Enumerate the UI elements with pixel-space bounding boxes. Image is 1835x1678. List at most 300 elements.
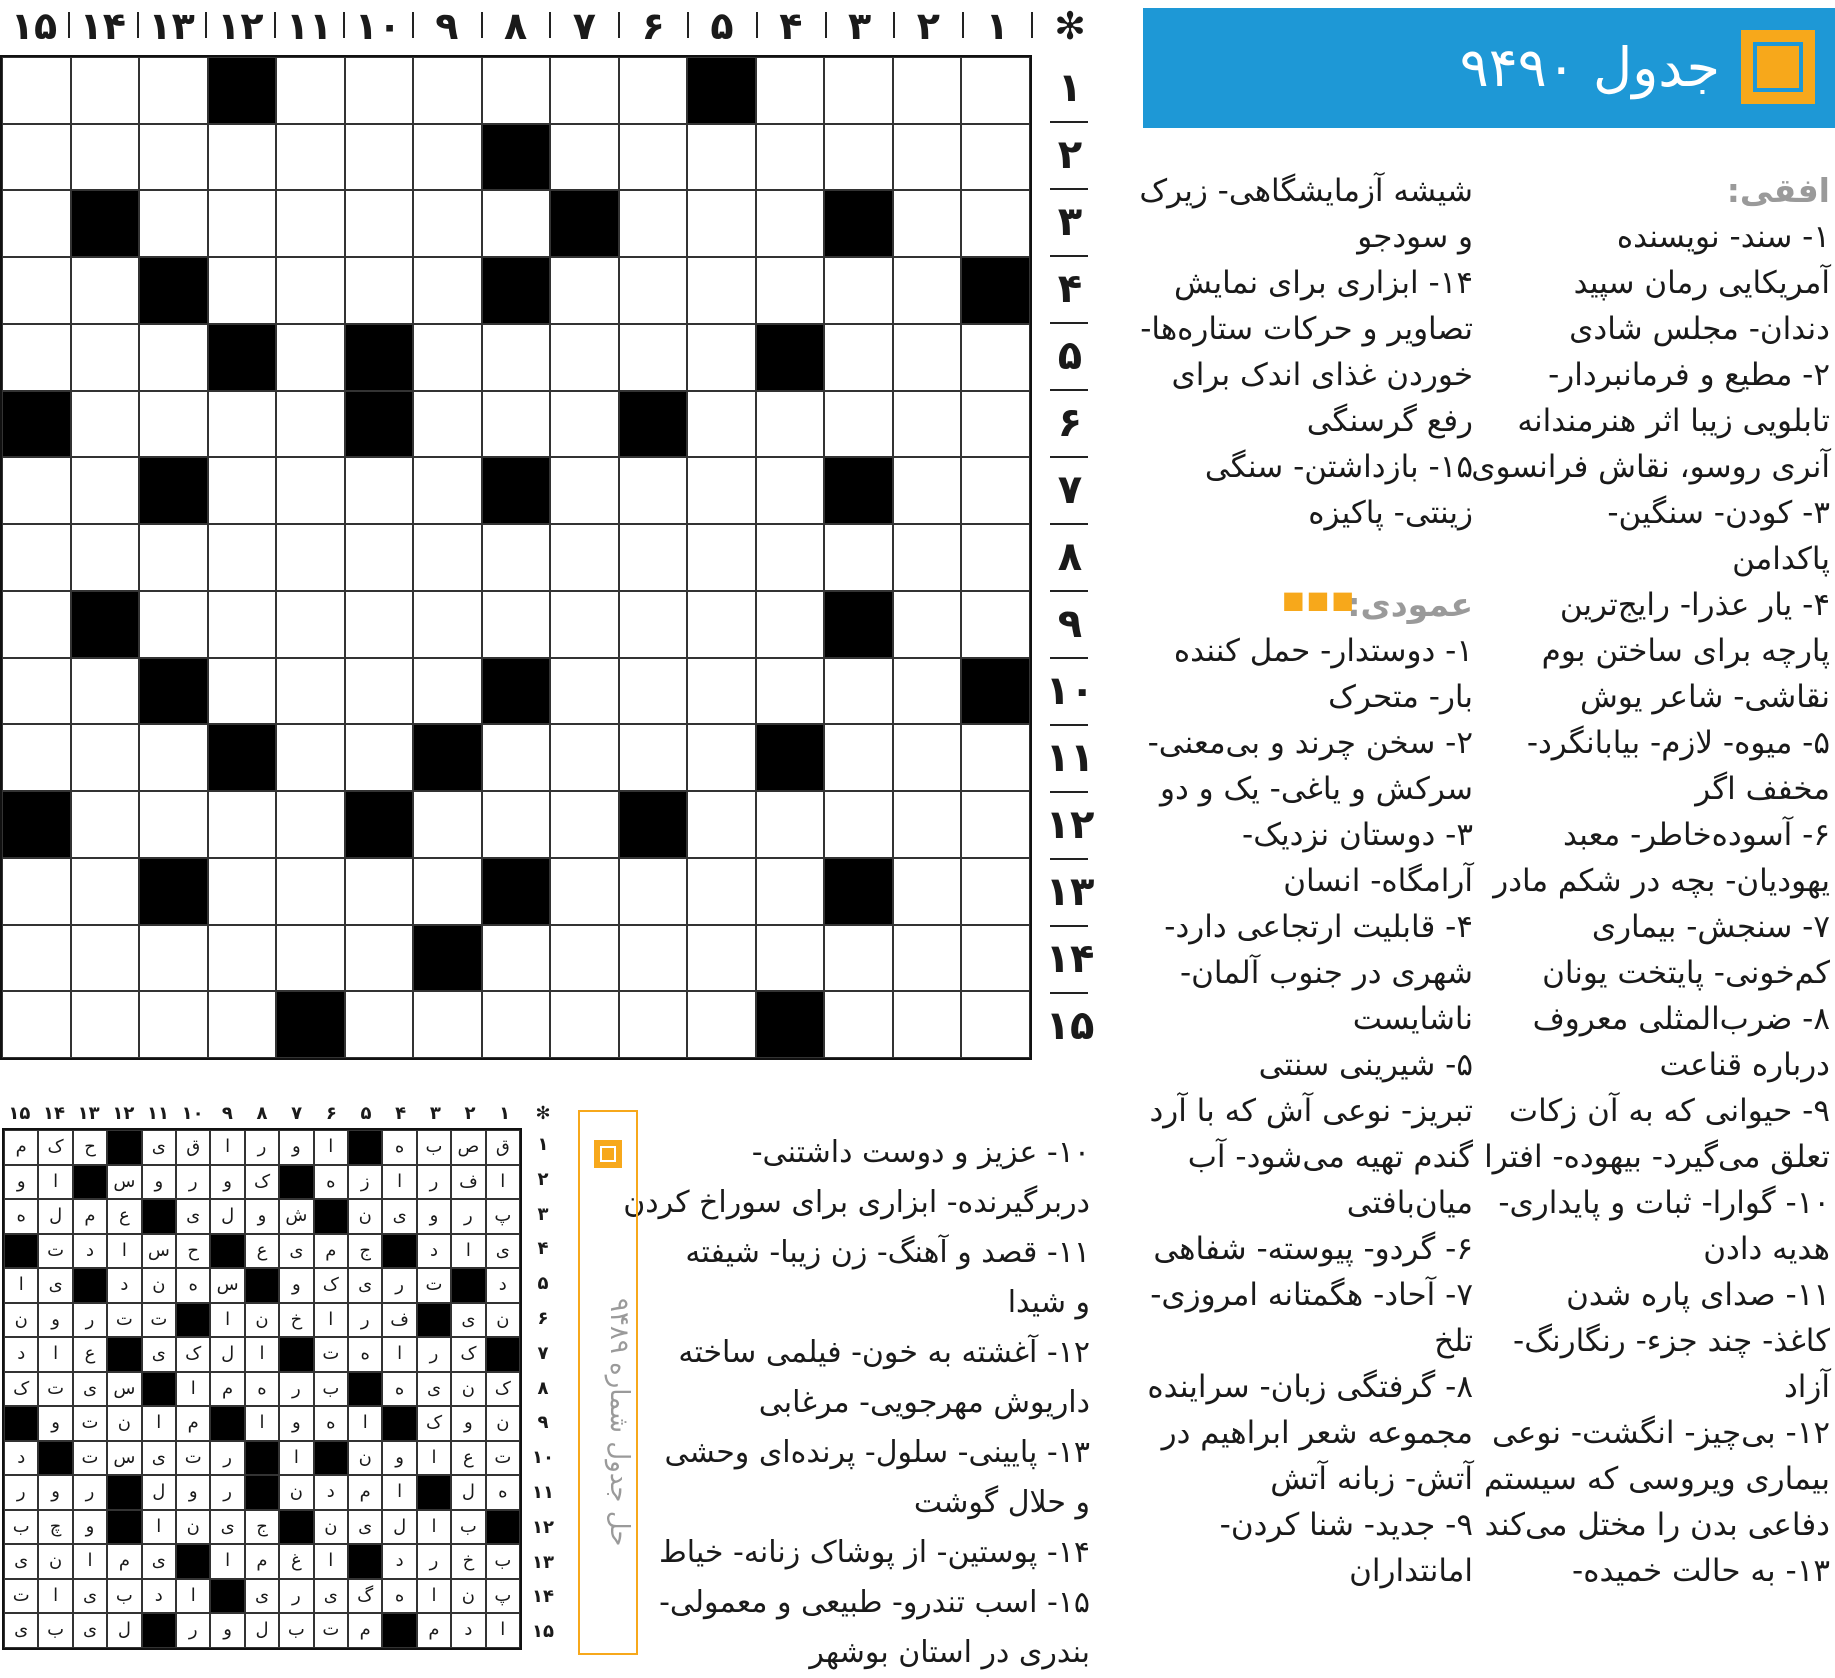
solution-cell: م	[348, 1475, 382, 1510]
solution-cell: ا	[245, 1337, 279, 1372]
row-separator	[1050, 925, 1088, 927]
grid-cell[interactable]	[276, 324, 345, 391]
grid-cell[interactable]	[482, 190, 551, 257]
middle-clues	[1139, 168, 1473, 1594]
solution-cell: ن	[348, 1441, 382, 1476]
column-label: ۱۲	[217, 4, 264, 48]
grid-cell[interactable]	[276, 57, 345, 124]
solution-cell: ن	[486, 1303, 520, 1338]
solution-cell: ر	[417, 1544, 451, 1579]
solution-cell: ا	[4, 1268, 38, 1303]
grid-cell[interactable]	[824, 324, 893, 391]
grid-cell[interactable]	[824, 524, 893, 591]
solution-black-cell	[382, 1613, 416, 1648]
grid-cell[interactable]	[208, 858, 277, 925]
grid-cell[interactable]	[413, 257, 482, 324]
grid-cell[interactable]	[413, 391, 482, 458]
grid-cell[interactable]	[345, 190, 414, 257]
grid-cell[interactable]	[619, 124, 688, 191]
grid-cell[interactable]	[687, 190, 756, 257]
grid-cell[interactable]	[619, 257, 688, 324]
solution-cell: غ	[279, 1544, 313, 1579]
grid-cell[interactable]	[550, 658, 619, 725]
solution-black-cell	[417, 1475, 451, 1510]
across-clue-line: دندان- مجلس شادی	[1569, 311, 1830, 347]
column-label: ۲	[916, 4, 940, 48]
grid-cell[interactable]	[345, 591, 414, 658]
grid-cell[interactable]	[961, 124, 1030, 191]
grid-cell[interactable]	[413, 591, 482, 658]
solution-cell: ا	[210, 1130, 244, 1165]
grid-cell[interactable]	[550, 457, 619, 524]
grid-cell[interactable]	[893, 724, 962, 791]
grid-cell[interactable]	[139, 791, 208, 858]
grid-cell[interactable]	[756, 57, 825, 124]
grid-cell[interactable]	[756, 791, 825, 858]
grid-cell[interactable]	[756, 524, 825, 591]
grid-cell[interactable]	[2, 858, 71, 925]
grid-cell[interactable]	[276, 858, 345, 925]
puzzle-title: جدول ۹۴۹۰	[1459, 36, 1720, 99]
row-separator	[1050, 657, 1088, 659]
grid-cell[interactable]	[276, 257, 345, 324]
grid-cell[interactable]	[824, 658, 893, 725]
grid-cell[interactable]	[961, 591, 1030, 658]
grid-cell[interactable]	[619, 190, 688, 257]
grid-cell[interactable]	[482, 324, 551, 391]
solution-cell: ی	[142, 1130, 176, 1165]
column-label: ۱۵	[10, 4, 58, 48]
row-label: ۱۵	[1045, 1003, 1095, 1049]
grid-cell[interactable]	[208, 257, 277, 324]
grid-cell[interactable]	[619, 724, 688, 791]
grid-cell[interactable]	[687, 925, 756, 992]
solution-cell: ح	[73, 1130, 107, 1165]
grid-cell[interactable]	[756, 858, 825, 925]
grid-cell[interactable]	[2, 524, 71, 591]
column-label: ۱۰	[354, 4, 402, 48]
solution-cell: ت	[4, 1579, 38, 1614]
solution-cell: ت	[314, 1337, 348, 1372]
grid-cell[interactable]	[619, 57, 688, 124]
solution-cell: و	[417, 1199, 451, 1234]
grid-cell[interactable]	[756, 658, 825, 725]
row-label: ۸	[1057, 534, 1083, 580]
grid-cell[interactable]	[345, 124, 414, 191]
grid-cell[interactable]	[208, 457, 277, 524]
grid-cell[interactable]	[2, 257, 71, 324]
row-label: ۲	[1057, 132, 1083, 178]
grid-cell[interactable]	[756, 457, 825, 524]
solution-cell: و	[38, 1406, 72, 1441]
solution-cell: ا	[486, 1613, 520, 1648]
grid-cell[interactable]	[276, 124, 345, 191]
grid-cell[interactable]	[893, 457, 962, 524]
grid-cell[interactable]	[276, 658, 345, 725]
grid-cell[interactable]	[208, 524, 277, 591]
grid-cell[interactable]	[2, 124, 71, 191]
grid-cell[interactable]	[619, 858, 688, 925]
grid-cell[interactable]	[139, 724, 208, 791]
grid-cell[interactable]	[482, 991, 551, 1058]
grid-cell[interactable]	[482, 925, 551, 992]
grid-cell[interactable]	[413, 991, 482, 1058]
grid-cell[interactable]	[276, 724, 345, 791]
grid-cell[interactable]	[139, 324, 208, 391]
grid-cell[interactable]	[139, 991, 208, 1058]
grid-cell[interactable]	[687, 991, 756, 1058]
grid-cell[interactable]	[2, 57, 71, 124]
grid-cell[interactable]	[345, 257, 414, 324]
grid-cell[interactable]	[687, 658, 756, 725]
grid-cell[interactable]	[2, 190, 71, 257]
solution-black-cell	[382, 1406, 416, 1441]
grid-cell[interactable]	[276, 524, 345, 591]
solution-cell: ا	[314, 1303, 348, 1338]
grid-cell[interactable]	[482, 791, 551, 858]
grid-cell[interactable]	[756, 190, 825, 257]
solution-cell: ر	[279, 1579, 313, 1614]
solution-cell: ک	[417, 1406, 451, 1441]
across-clue-line: هدیه دادن	[1703, 1231, 1830, 1267]
grid-cell[interactable]	[71, 124, 140, 191]
solution-cell: ر	[210, 1441, 244, 1476]
solution-cell: و	[142, 1165, 176, 1200]
grid-cell[interactable]	[2, 724, 71, 791]
grid-cell[interactable]	[139, 190, 208, 257]
grid-cell[interactable]	[756, 591, 825, 658]
grid-cell[interactable]	[619, 925, 688, 992]
grid-cell[interactable]	[413, 791, 482, 858]
black-cell	[482, 124, 551, 191]
grid-cell[interactable]	[139, 391, 208, 458]
solution-cell: ک	[451, 1337, 485, 1372]
grid-cell[interactable]	[550, 124, 619, 191]
grid-cell[interactable]	[208, 190, 277, 257]
grid-cell[interactable]	[893, 591, 962, 658]
solution-black-cell	[4, 1234, 38, 1269]
solution-cell: ه	[382, 1130, 416, 1165]
solution-cell: ج	[245, 1510, 279, 1545]
grid-cell[interactable]	[824, 124, 893, 191]
grid-cell[interactable]	[687, 457, 756, 524]
grid-cell[interactable]	[208, 991, 277, 1058]
solution-cell: ی	[348, 1510, 382, 1545]
grid-cell[interactable]	[893, 57, 962, 124]
solution-cell: ل	[210, 1199, 244, 1234]
solution-black-cell	[73, 1268, 107, 1303]
solution-cell: د	[417, 1234, 451, 1269]
solution-cell: ت	[314, 1613, 348, 1648]
grid-cell[interactable]	[756, 124, 825, 191]
grid-cell[interactable]	[619, 524, 688, 591]
solution-cell: د	[4, 1337, 38, 1372]
black-cell	[619, 391, 688, 458]
grid-cell[interactable]	[208, 124, 277, 191]
solution-black-cell	[417, 1303, 451, 1338]
grid-cell[interactable]	[413, 324, 482, 391]
black-cell	[482, 457, 551, 524]
grid-cell[interactable]	[893, 324, 962, 391]
grid-cell[interactable]	[550, 591, 619, 658]
grid-cell[interactable]	[139, 591, 208, 658]
grid-cell[interactable]	[687, 391, 756, 458]
grid-cell[interactable]	[961, 57, 1030, 124]
across-clue-line: ۱۵- بازداشتن- سنگی	[1204, 449, 1473, 485]
solution-cell: ا	[314, 1130, 348, 1165]
solution-cell: ا	[73, 1544, 107, 1579]
solution-column-label: ۱۰	[181, 1103, 204, 1124]
grid-cell[interactable]	[687, 524, 756, 591]
grid-cell[interactable]	[961, 524, 1030, 591]
grid-cell[interactable]	[893, 858, 962, 925]
down-clue-line: ۵- شیرینی سنتی	[1258, 1047, 1473, 1083]
across-clue-line: کاغذ- چند جزء- رنگارنگ-	[1513, 1323, 1830, 1359]
column-separator	[1031, 12, 1033, 38]
grid-cell[interactable]	[961, 791, 1030, 858]
down-clue-line: شهری در جنوب آلمان-	[1179, 955, 1473, 991]
grid-cell[interactable]	[276, 391, 345, 458]
grid-cell[interactable]	[550, 324, 619, 391]
grid-cell[interactable]	[71, 858, 140, 925]
grid-cell[interactable]	[619, 991, 688, 1058]
grid-cell[interactable]	[2, 658, 71, 725]
grid-cell[interactable]	[550, 791, 619, 858]
grid-cell[interactable]	[71, 925, 140, 992]
black-cell	[71, 591, 140, 658]
grid-cell[interactable]	[2, 457, 71, 524]
grid-cell[interactable]	[619, 591, 688, 658]
grid-cell[interactable]	[208, 658, 277, 725]
grid-cell[interactable]	[71, 257, 140, 324]
grid-cell[interactable]	[550, 724, 619, 791]
grid-cell[interactable]	[2, 324, 71, 391]
solution-black-cell	[279, 1337, 313, 1372]
grid-cell[interactable]	[893, 791, 962, 858]
solution-cell: ا	[314, 1544, 348, 1579]
solution-cell: ر	[245, 1130, 279, 1165]
row-label: ۱۴	[1045, 936, 1095, 982]
across-clue-line: ۱۲- بی‌چیز- انگشت- نوعی	[1492, 1415, 1830, 1451]
grid-cell[interactable]	[687, 257, 756, 324]
grid-cell[interactable]	[961, 190, 1030, 257]
grid-cell[interactable]	[345, 658, 414, 725]
grid-cell[interactable]	[550, 925, 619, 992]
grid-cell[interactable]	[413, 658, 482, 725]
grid-cell[interactable]	[482, 57, 551, 124]
grid-cell[interactable]	[482, 524, 551, 591]
across-clue-line: تابلویی زیبا اثر هنرمندانه	[1517, 403, 1830, 439]
row-separator	[1050, 255, 1088, 257]
grid-cell[interactable]	[961, 991, 1030, 1058]
grid-cell[interactable]	[824, 257, 893, 324]
grid-cell[interactable]	[208, 925, 277, 992]
solution-column-label: ۵	[360, 1103, 372, 1124]
grid-cell[interactable]	[893, 658, 962, 725]
solution-cell: ر	[451, 1199, 485, 1234]
grid-cell[interactable]	[756, 925, 825, 992]
grid-cell[interactable]	[893, 124, 962, 191]
grid-cell[interactable]	[550, 391, 619, 458]
grid-cell[interactable]	[961, 925, 1030, 992]
grid-cell[interactable]	[550, 257, 619, 324]
grid-cell[interactable]	[961, 724, 1030, 791]
row-label: ۶	[1057, 400, 1083, 446]
grid-cell[interactable]	[139, 925, 208, 992]
grid-cell[interactable]	[276, 925, 345, 992]
down-clue-line: ۱۳- پایینی- سلول- پرنده‌ای وحشی	[664, 1435, 1090, 1470]
grid-cell[interactable]	[139, 57, 208, 124]
grid-cell[interactable]	[893, 257, 962, 324]
grid-cell[interactable]	[687, 724, 756, 791]
grid-cell[interactable]	[71, 791, 140, 858]
grid-cell[interactable]	[482, 591, 551, 658]
crossword-grid[interactable]	[0, 55, 1032, 1060]
grid-cell[interactable]	[71, 57, 140, 124]
solution-row-label: ۱۲	[532, 1516, 554, 1538]
grid-cell[interactable]	[276, 791, 345, 858]
grid-cell[interactable]	[824, 391, 893, 458]
solution-cell: ب	[107, 1579, 141, 1614]
grid-cell[interactable]	[345, 858, 414, 925]
grid-cell[interactable]	[71, 391, 140, 458]
grid-cell[interactable]	[276, 591, 345, 658]
grid-cell[interactable]	[345, 57, 414, 124]
solution-cell: ه	[382, 1372, 416, 1407]
grid-cell[interactable]	[687, 124, 756, 191]
grid-cell[interactable]	[824, 925, 893, 992]
solution-cell: ی	[4, 1544, 38, 1579]
black-cell	[756, 724, 825, 791]
grid-cell[interactable]	[893, 524, 962, 591]
grid-cell[interactable]	[550, 991, 619, 1058]
grid-cell[interactable]	[413, 190, 482, 257]
grid-cell[interactable]	[824, 57, 893, 124]
grid-cell[interactable]	[71, 457, 140, 524]
grid-cell[interactable]	[824, 724, 893, 791]
grid-cell[interactable]	[893, 391, 962, 458]
grid-cell[interactable]	[619, 457, 688, 524]
solution-black-cell	[279, 1165, 313, 1200]
solution-column-label: ۲	[464, 1103, 476, 1124]
grid-cell[interactable]	[413, 457, 482, 524]
grid-cell[interactable]	[413, 524, 482, 591]
grid-cell[interactable]	[208, 591, 277, 658]
grid-cell[interactable]	[139, 524, 208, 591]
solution-cell: ب	[314, 1372, 348, 1407]
grid-cell[interactable]	[687, 791, 756, 858]
across-clue-line: ۱۳- به حالت خمیده-	[1572, 1553, 1830, 1589]
grid-cell[interactable]	[71, 524, 140, 591]
solution-cell: ر	[279, 1372, 313, 1407]
grid-cell[interactable]	[208, 391, 277, 458]
grid-cell[interactable]	[961, 457, 1030, 524]
grid-cell[interactable]	[139, 124, 208, 191]
black-cell	[139, 858, 208, 925]
grid-cell[interactable]	[276, 457, 345, 524]
grid-cell[interactable]	[961, 858, 1030, 925]
grid-cell[interactable]	[687, 324, 756, 391]
grid-cell[interactable]	[824, 991, 893, 1058]
solution-cell: ا	[382, 1165, 416, 1200]
grid-cell[interactable]	[961, 324, 1030, 391]
grid-cell[interactable]	[961, 391, 1030, 458]
solution-black-cell	[245, 1475, 279, 1510]
grid-cell[interactable]	[482, 724, 551, 791]
grid-cell[interactable]	[619, 324, 688, 391]
solution-cell: ر	[176, 1613, 210, 1648]
grid-cell[interactable]	[756, 257, 825, 324]
grid-cell[interactable]	[687, 591, 756, 658]
black-cell	[139, 658, 208, 725]
black-cell	[345, 324, 414, 391]
grid-cell[interactable]	[413, 57, 482, 124]
solution-cell: ه	[4, 1199, 38, 1234]
across-clue-line: زینتی- پاکیزه	[1308, 495, 1473, 531]
grid-cell[interactable]	[550, 858, 619, 925]
solution-cell: م	[314, 1234, 348, 1269]
grid-cell[interactable]	[550, 57, 619, 124]
tablo-logo-icon	[1741, 30, 1815, 104]
black-cell	[482, 858, 551, 925]
grid-cell[interactable]	[71, 991, 140, 1058]
black-cell	[2, 791, 71, 858]
grid-cell[interactable]	[345, 524, 414, 591]
down-clue-line: ۱۲- آغشته به خون- فیلمی ساخته	[678, 1335, 1090, 1370]
solution-black-cell	[4, 1406, 38, 1441]
grid-cell[interactable]	[71, 658, 140, 725]
row-separator	[1050, 590, 1088, 592]
grid-cell[interactable]	[345, 925, 414, 992]
column-separator	[549, 12, 551, 38]
grid-cell[interactable]	[2, 591, 71, 658]
grid-cell[interactable]	[619, 658, 688, 725]
solution-cell: ا	[38, 1579, 72, 1614]
solution-cell: ا	[107, 1234, 141, 1269]
grid-cell[interactable]	[550, 524, 619, 591]
grid-cell[interactable]	[413, 124, 482, 191]
grid-cell[interactable]	[2, 925, 71, 992]
grid-cell[interactable]	[482, 391, 551, 458]
grid-cell[interactable]	[345, 457, 414, 524]
across-clue-line: ۳- کودن- سنگین-	[1607, 495, 1830, 531]
grid-cell[interactable]	[824, 791, 893, 858]
solution-row-label: ۱	[537, 1134, 549, 1155]
grid-cell[interactable]	[2, 991, 71, 1058]
solution-cell: د	[73, 1234, 107, 1269]
grid-cell[interactable]	[893, 190, 962, 257]
black-cell	[413, 925, 482, 992]
black-cell	[482, 257, 551, 324]
down-heading: عمودی:	[1347, 585, 1473, 624]
grid-cell[interactable]	[208, 791, 277, 858]
grid-cell[interactable]	[893, 925, 962, 992]
grid-cell[interactable]	[413, 858, 482, 925]
down-clue-line: میان‌بافتی	[1346, 1185, 1473, 1221]
solution-black-cell	[73, 1165, 107, 1200]
grid-cell[interactable]	[893, 991, 962, 1058]
grid-cell[interactable]	[345, 991, 414, 1058]
grid-cell[interactable]	[276, 190, 345, 257]
solution-cell: ل	[142, 1475, 176, 1510]
grid-cell[interactable]	[345, 724, 414, 791]
solution-cell: و	[73, 1510, 107, 1545]
grid-cell[interactable]	[71, 324, 140, 391]
solution-cell: چ	[38, 1510, 72, 1545]
grid-cell[interactable]	[687, 858, 756, 925]
grid-cell[interactable]	[71, 724, 140, 791]
grid-cell[interactable]	[756, 391, 825, 458]
